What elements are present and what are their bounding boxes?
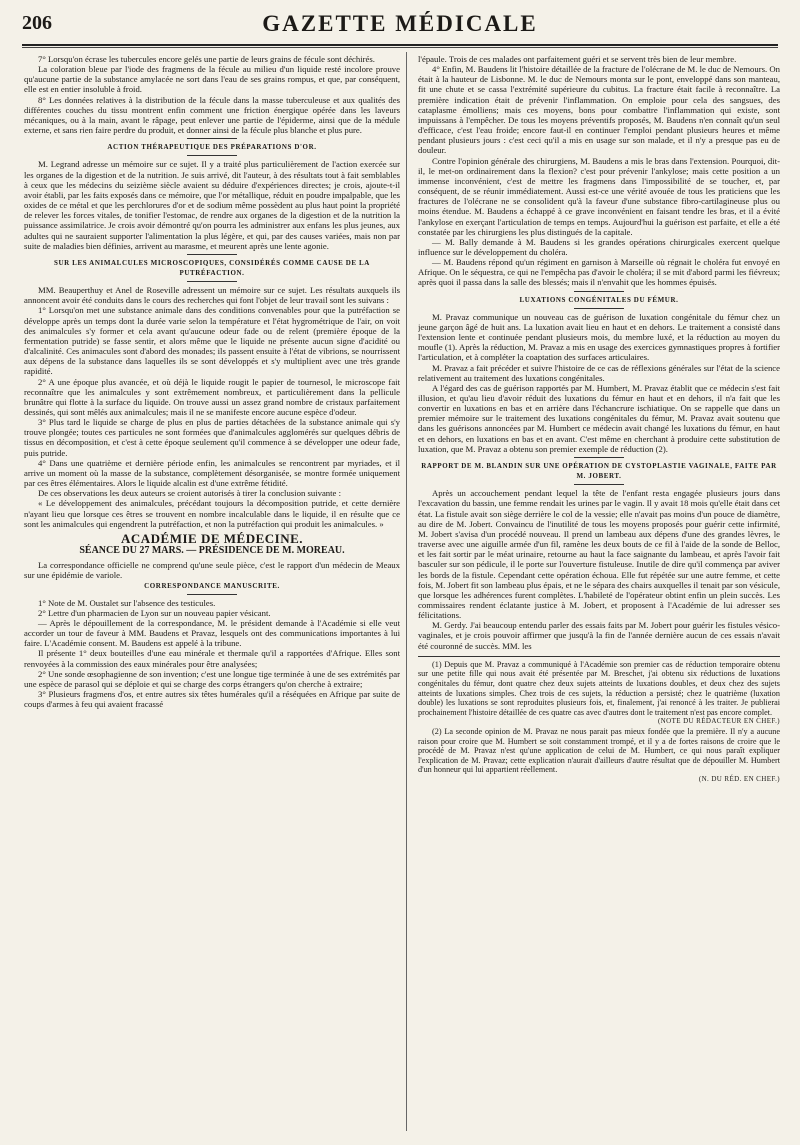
- section-title-correspondance: CORRESPONDANCE MANUSCRITE.: [144, 581, 280, 590]
- section-rule: [187, 254, 237, 255]
- paragraph: 1° Note de M. Oustalet sur l'absence des testicules.: [38, 597, 216, 608]
- footnote: (2) La seconde opinion de M. Pravaz ne nous parait pas mieux fondée que la première. Il n'y a aucune raison pour croire que M. Humbert se soit constamment trompé, et il y a de fortes raisons de croire que le procédé de M. Pravaz n'est qu'une application de celui de M. Humbert, ce qui nous paraît expliquer l'explication de M. Pravaz; cette explication n'aurait d'ailleurs d'autre résultat que de dépouiller M. Humbert d'un honneur qui lui appartient réellement.: [418, 726, 780, 775]
- paragraph: La correspondance officielle ne comprend qu'une seule pièce, c'est le rapport d'un médecin de Meaux sur une épidémie de variole.: [24, 560, 400, 581]
- section-rule: [187, 138, 237, 139]
- paragraph: M. Pravaz a fait précéder et suivre l'histoire de ce cas de réflexions générales sur l'état de la science relativement au traitement des luxations congénitales.: [418, 362, 780, 383]
- paragraph: M. Gerdy. J'ai beaucoup entendu parler des essais faits par M. Jobert pour guérir les fistules vésico-vaginales, et je crois pouvoir affirmer que jusqu'à la fin de l'année dernière aucun de ces essais n'avait été couronné de succès. MM. les: [418, 620, 780, 651]
- section-rule: [574, 308, 624, 309]
- paragraph: M. Legrand adresse un mémoire sur ce sujet. Il y a traité plus particulièrement de l'action exercée sur les organes de la digestion et de la nutrition. Je suis arrivé, dit l'auteur, à des résultats tout à fait semblables à ceux que les médecins du seizième siècle avaient su déduire d'expériences directes; je crois, ajoute-t-il avoir établi, par les faits exposés dans ce mémoire, que l'or métallique, réduit en poudre impalpable, que les oxides de ce métal et que les perchlorures d'or et de sodium même possèdent au plus haut point la propriété de relever les forces vitales, de tonifier l'estomac, de rendre aux organes de la digestion et de la nutrition la puissance assimilatrice. Je crois avoir démontré qu'on pourra les administrer aux enfans les plus jeunes, aux adultes qui ne sauraient supporter l'alimentation la plus légère, et qui, par des causes variées, mais non par suite de maladies bien définies, arrivent au marasme, et meurent après une lente agonie.: [24, 159, 400, 251]
- academie-heading: ACADÉMIE DE MÉDECINE.: [120, 530, 304, 546]
- paragraph: Contre l'opinion générale des chirurgiens, M. Baudens a mis le bras dans l'extension. Pourquoi, dit-il, le met-on ordinairement dans la flexion? c'est pour prévenir l'ankylose; mais cette position a un immense inconvénient, c'est de mettre les fragmens dans l'impossibilité de se toucher, et, par conséquent, de se réunir immédiatement. Aussi est-ce une vérité avouée de tous les praticiens que les fractures de l'olécrane ne se consolident qu'à la faveur d'une substance fibro-cartilagineuse plus ou moins étendue. M. Baudens a échappé à ce grave inconvénient en faisant tendre les bras, et il a évité l'ankylose en exerçant l'articulation de temps en temps. Aujourd'hui la guérison est parfaite, et elle a été constatée par les chirurgiens les plus distingués de la capitale.: [418, 155, 780, 237]
- paragraph: Il présente 1° deux bouteilles d'une eau minérale et thermale qu'il a rapportées d'Afrique. Elles sont renvoyées à la commission des eaux minérales pour être analysées;: [24, 648, 400, 669]
- column-separator: [406, 52, 407, 1131]
- paragraph: M. Pravaz communique un nouveau cas de guérison de luxation congénitale du fémur chez un jeune garçon âgé de huit ans. La luxation avait lieu en haut et en dehors. Le traitement a consisté dans l'extension lente et continuée pendant plusieurs mois, du membre luxé, et la réduction au moyen du moufle (1). Après la réduction, M. Pravaz a mis en usage des exercices gymnastiques propres à fortifier l'articulation, et à compléter la coaptation des surfaces articulaires.: [418, 311, 780, 363]
- paragraph: 2° A une époque plus avancée, et où déjà le liquide rougit le papier de tournesol, le microscope fait reconnaître que les animalcules y sont extrêmement nombreux, et particulièrement dans la pellicule brunâtre qui flotte à la surface du liquide. On trouve aussi un assez grand nombre de cristaux parfaitement dessinés, qui sont mêlés aux animalcules; mais il ne se manifeste encore aucune espèce d'odeur.: [24, 376, 400, 417]
- footnotes: [418, 656, 780, 785]
- section-rule: [574, 457, 624, 458]
- paragraph: 4° Enfin, M. Baudens lit l'histoire détaillée de la fracture de l'olécrane de M. le duc de Nemours. On était à la hauteur de Lisbonne. M. le duc de Nemours monta sur le pont, enveloppé dans son manteau, fit une chute et se cassa l'extrémité supérieure du cubitus. La fracture était facile à reconnaître. La première indication était de prévenir l'inflammation. On emploie pour cela des sangsues, des cataplasme émolliens; mais ces moyens, bons pour combattre l'inflammation qui existe, sont impuissans à l'empêcher. De tous les moyens préventifs proposés, M. Baudens n'en connaît qu'un seul d'efficace, c'est l'eau froide; encore faut-il en continuer l'emploi pendant plusieurs heures et même pendant plusieurs jours : c'est ceci qu'il a mis en usage sur son malade, et il n'y a presque pas eu de douleur.: [418, 64, 780, 156]
- paragraph: La coloration bleue par l'iode des fragmens de la fécule au milieu d'un liquide resté incolore prouve qu'aucune partie de la substance amylacée ne sort dans l'eau de ses grains rompus, et que, par conséquent, elle est en entier insoluble à froid.: [24, 64, 400, 95]
- section-title-or: ACTION THÉRAPEUTIQUE DES PRÉPARATIONS D'OR.: [107, 143, 317, 152]
- paragraph: — M. Bally demande à M. Baudens si les grandes opérations chirurgicales exercent quelque influence sur le développement du choléra.: [418, 236, 780, 257]
- paragraph: — M. Baudens répond qu'un régiment en garnison à Marseille où régnait le choléra fut envoyé en Afrique. On le séquestra, ce qui ne l'empêcha pas d'avoir le choléra; il se mit d'abord parmi les fiévreux; après quoi il passa dans la salle des blessés; mais il n'envahit que les hommes épuisés.: [418, 257, 780, 288]
- paragraph: 1° Lorsqu'on met une substance animale dans des conditions convenables pour que la putréfaction se développe après un temps dont la durée varie selon la température et l'état hygrométrique de l'air, on voit des animalcules s'y former et cela avant qu'aucune odeur fade ou de relent (première époque de la fermentation putride) se fasse sentir, et alors même que le liquide ne présente aucun signe d'acidité ou d'alcalinité. Ces animacules sont d'abord des monades; ils passent ensuite à l'état de vibrions, se nourrissent aux dépens de la substance dans laquelles ils se sont développés et s'y multiplient avec une très grande rapidité.: [24, 305, 400, 377]
- paragraph: l'épaule. Trois de ces malades ont parfaitement guéri et se servent très bien de leur membre.: [418, 54, 737, 64]
- paragraph: 3° Plus tard le liquide se charge de plus en plus de parties détachées de la substance animale qui s'y trouve plongée; toutes ces particules ne sont formées que d'animalcules agglomérés sur quelques débris de tissus en décomposition, et c'est à cette époque seulement qu'il commence à se développer une odeur fade, puis putride.: [24, 417, 400, 458]
- paragraph: Après un accouchement pendant lequel la tête de l'enfant resta engagée plusieurs jours dans l'excavation du bassin, une femme rendait les urines par le vagin. Il y avait 18 mois qu'elle était dans cet état. La fistule avait son siège derrière le col de la vessie; elle n'avait pas moins d'un pouce de diamètre, au dire de M. Jobert. Convaincu de l'inutilité de tous les moyens proposés pour guérir cette infirmité, M. Jobert s'avisa d'un procédé nouveau. Il prend un lambeau aux dépens d'une des grandes lèvres, le traverse avec une aiguille armée d'un fil, ramène les deux bouts de ce fil à l'aide de la sonde de Belloc, et les fait sortir par le méat urinaire, retourne au haut la face saignante du lambeau, et après l'avoir fait basculer sur son pédicule, il le porte sur l'ouverture fistuleuse. Inutile de dire qu'il commença par aviver les bords de la fistule. Cependant cette opération échoua. Elle fut répétée sur une autre femme, et cette fois, M. Jobert fit son lambeau plus épais, et ne le sépara des chairs auxquelles il tenait par son vésicule, que lorsque les adhérences furent complètes. L'habileté de l'opérateur obtint enfin un plein succès. Les commissaires rendent éclatante justice à M. Jobert, et proposent à l'Académie de lui adresser ses félicitations.: [418, 488, 780, 621]
- section-rule: [187, 155, 237, 156]
- page-header: [22, 8, 778, 46]
- paragraph: — Après le dépouillement de la correspondance, M. le président demande à l'Académie si elle veut accorder un tour de faveur à MM. Baudens et Pravaz, lesquels ont des communications importantes à lui faire. L'Académie consent. M. Baudens est appelé à la tribune.: [24, 617, 400, 649]
- page-number: 206: [22, 12, 52, 34]
- paragraph: 2° Lettre d'un pharmacien de Lyon sur un nouveau papier vésicant.: [38, 607, 271, 618]
- paragraph: 8° Les données relatives à la distribution de la fécule dans la masse tuberculeuse et aux qualités des différentes couches du tissu montrent enfin comment une friction énergique opérée dans les laveurs mécaniques, ou à la main, avant le râpage, peut enlever une partie de l'épiderme, ainsi que de la médule externe, et sans rien faire perdre du produit, et donner ainsi de la fécule plus blanche et plus pure.: [24, 94, 400, 136]
- footnote-signature: (NOTE DU RÉDACTEUR EN CHEF.): [657, 717, 780, 726]
- section-title-cystoplastie: RAPPORT DE M. BLANDIN SUR UNE OPÉRATION DE CYSTOPLASTIE VAGINALE, FAITE PAR M. JOBERT.: [421, 461, 777, 481]
- paragraph: 2° Une sonde œsophagienne de son invention; c'est une longue tige terminée à une de ses extrémités par une espèce de parasol qui se déploie et qui se charge des corps étrangers qu'on cherche à extraire;: [24, 668, 400, 689]
- paragraph: A l'égard des cas de guérison rapportés par M. Humbert, M. Pravaz établit que ce médecin s'est fait illusion, et qu'au lieu d'avoir réduit des luxations du fémur en haut et en dehors, il n'a fait que les convertir en luxations en bas et en arrière dans l'échancrure ischiatique. On se rappelle que dans un premier mémoire sur le traitement des luxations congénitales du fémur, M. Pravaz avait soutenu que dans les guérisons annoncées par M. Humbert ce médecin avait changé les luxations du fémur, en haut et en dehors, en luxations en bas et en avant. C'est même en cherchant à produire cette substitution de luxation, que M. Pravaz a obtenu son premier exemple de réduction (2).: [418, 382, 780, 454]
- section-rule: [574, 484, 624, 485]
- section-rule: [574, 291, 624, 292]
- paragraph: 3° Plusieurs fragmens d'os, et entre autres six têtes humérales qu'il a réséquées en Afrique par suite de coups d'armes à feu qui avaient fracassé: [24, 689, 400, 710]
- right-column: [418, 54, 780, 1135]
- header-rule-thin: [22, 47, 778, 48]
- header-rule: [22, 44, 778, 46]
- paragraph: 4° Dans une quatrième et dernière période enfin, les animalcules se rencontrent par myriades, et il arrive un moment où la masse de la substance, complètement désorganisée, se montre formée uniquement par ces êtres élémentaires. Alors le liquide alcalin est d'une extrême fétidité.: [24, 457, 400, 489]
- footnote: (1) Depuis que M. Pravaz a communiqué à l'Académie son premier cas de réduction temporaire obtenu sur une petite fille qui nous avait été présentée par M. Breschet, j'ai obtenu six réductions de luxations congénitales du fémur, dont quatre chez deux sujets atteints de luxations doubles, et deux chez des sujets atteints de luxations simples. Chez trois de ces sujets, la réduction a persisté; chez le quatrième (luxation double) les luxations se sont reproduites plusieurs fois, et, finalement, j'ai renoncé à les traiter. Je publierai prochainement l'histoire détaillée de ces quatre cas avec d'autres dont le traitement n'est pas encore complet.: [418, 659, 780, 717]
- paragraph: 7° Lorsqu'on écrase les tubercules encore gelés une partie de leurs grains de fécule sont déchirés.: [38, 54, 375, 64]
- left-column: [24, 54, 400, 1135]
- section-title-luxations: LUXATIONS CONGÉNITALES DU FÉMUR.: [519, 295, 679, 304]
- section-rule: [187, 594, 237, 595]
- paragraph: MM. Beauperthuy et Anel de Roseville adressent un mémoire sur ce sujet. Les résultats auxquels ils annoncent avoir été conduits dans le cours des recherches qui font l'objet de leur travail sont les suivans :: [24, 285, 400, 306]
- masthead-title: GAZETTE MÉDICALE: [262, 11, 538, 36]
- section-rule: [187, 281, 237, 282]
- footnote-signature: (N. DU RÉD. EN CHEF.): [698, 774, 780, 783]
- seance-heading: SÉANCE DU 27 MARS. — PRÉSIDENCE DE M. MOREAU.: [79, 545, 345, 557]
- section-title-animalcules: SUR LES ANIMALCULES MICROSCOPIQUES, CONSIDÉRÉS COMME CAUSE DE LA PUTRÉFACTION.: [54, 258, 370, 277]
- paragraph: « Le développement des animalcules, précédant toujours la décomposition putride, et cette dernière n'ayant lieu que lorsque ces êtres se trouvent en nombre incalculable dans le liquide, il en résulte que ce sont les animalcules qui engendrent la putréfaction, et non la putréfaction qui produit les animalcules. »: [24, 498, 400, 529]
- paragraph: De ces observations les deux auteurs se croient autorisés à tirer la conclusion suivante :: [38, 488, 342, 499]
